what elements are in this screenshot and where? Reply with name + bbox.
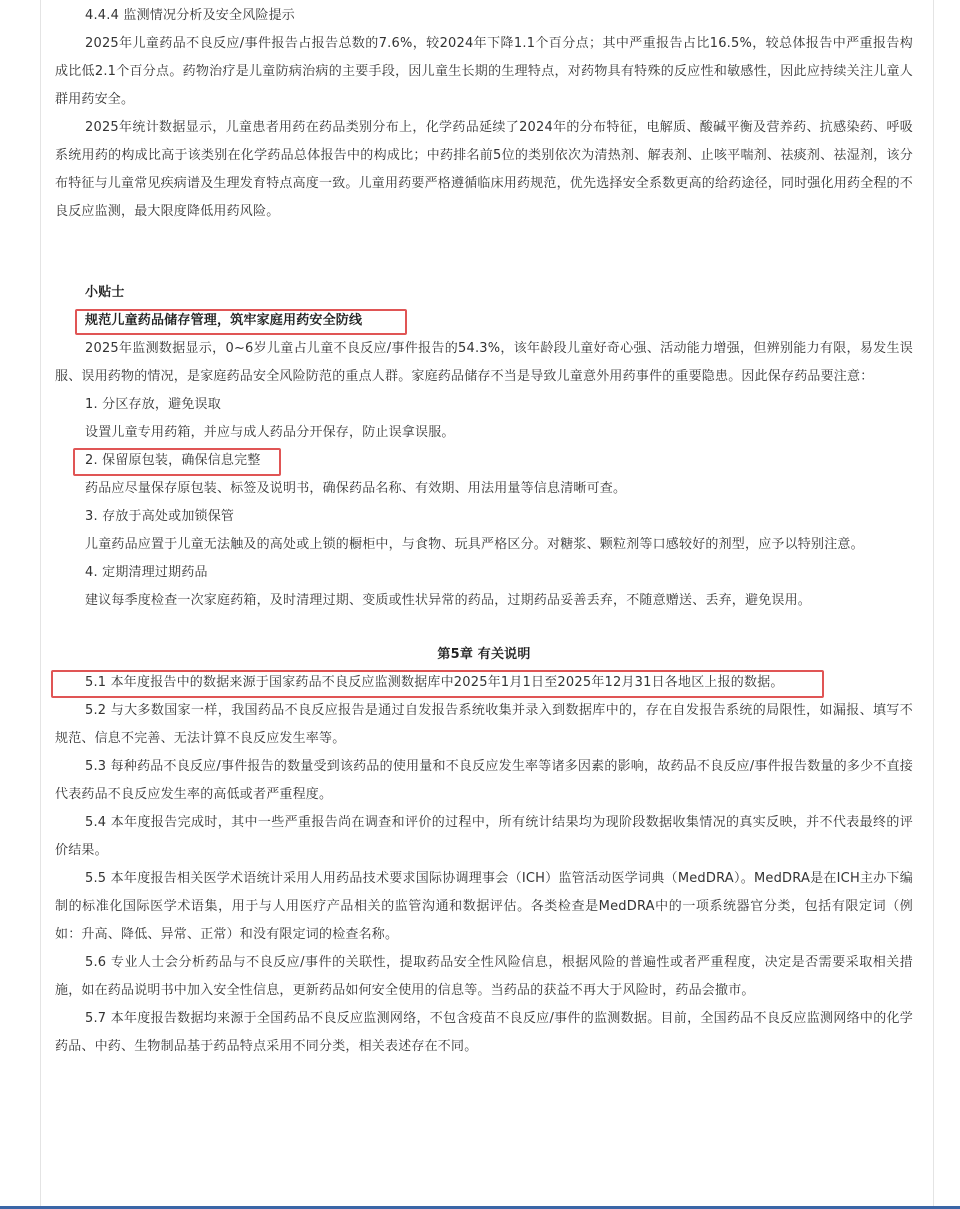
tips-item-heading-text: 2. 保留原包装，确保信息完整 [85, 453, 261, 468]
tips-item-body: 建议每季度检查一次家庭药箱，及时清理过期、变质或性状异常的药品，过期药品妥善丢弃，不随意赠送、丢弃，避免误用。 [85, 593, 812, 608]
highlight-box [73, 448, 281, 476]
tips-title-text: 规范儿童药品储存管理，筑牢家庭用药安全防线 [85, 313, 363, 328]
tips-title [55, 307, 913, 335]
section-heading: 4.4.4 监测情况分析及安全风险提示 [85, 8, 296, 23]
highlight-box [51, 670, 824, 698]
chapter-item-text: 5.1 本年度报告中的数据来源于国家药品不良反应监测数据库中2025年1月1日至2025年12月31日各地区上报的数据。 [85, 675, 784, 690]
paragraph: 2025年儿童药品不良反应/事件报告占报告总数的7.6%，较2024年下降1.1个百分点；其中严重报告占比16.5%，较总体报告中严重报告构成比低2.1个百分点。药物治疗是儿童防病治病的主要手段，因儿童生长期的生理特点，对药物具有特殊的反应性和敏感性，因此应持续关注儿童人群用药安全。 [55, 36, 913, 107]
highlight-box [75, 309, 407, 335]
chapter-item: 5.7 本年度报告数据均来源于全国药品不良反应监测网络，不包含疫苗不良反应/事件的监测数据。目前，全国药品不良反应监测网络中的化学药品、中药、生物制品基于药品特点采用不同分类，相关表述存在不同。 [55, 1011, 913, 1054]
chapter-item [55, 669, 913, 697]
paragraph: 2025年监测数据显示，0~6岁儿童占儿童不良反应/事件报告的54.3%，该年龄段儿童好奇心强、活动能力增强，但辨别能力有限，易发生误服、误用药物的情况，是家庭药品安全风险防范的重点人群。家庭药品储存不当是导致儿童意外用药事件的重要隐患。因此保存药品要注意： [55, 341, 913, 384]
tips-item-heading [55, 447, 913, 475]
chapter-item: 5.4 本年度报告完成时，其中一些严重报告尚在调查和评价的过程中，所有统计结果均为现阶段数据收集情况的真实反映，并不代表最终的评价结果。 [55, 815, 913, 858]
chapter-item: 5.6 专业人士会分析药品与不良反应/事件的关联性，提取药品安全性风险信息，根据风险的普遍性或者严重程度，决定是否需要采取相关措施，如在药品说明书中加入安全性信息，更新药品如何安全使用的信息等。当药品的获益不再大于风险时，药品会撤市。 [55, 955, 913, 998]
document-body [55, 0, 913, 1061]
tips-item-body: 药品应尽量保存原包装、标签及说明书，确保药品名称、有效期、用法用量等信息清晰可查。 [85, 481, 627, 496]
document-page [40, 0, 934, 1209]
tips-item-body: 儿童药品应置于儿童无法触及的高处或上锁的橱柜中，与食物、玩具严格区分。对糖浆、颗粒剂等口感较好的剂型，应予以特别注意。 [85, 537, 864, 552]
tips-item-heading: 3. 存放于高处或加锁保管 [85, 509, 235, 524]
chapter-item: 5.5 本年度报告相关医学术语统计采用人用药品技术要求国际协调理事会（ICH）监管活动医学词典（MedDRA）。MedDRA是在ICH主办下编制的标准化国际医学术语集，用于与人用医疗产品相关的监管沟通和数据评估。各类检查是MedDRA中的一项系统器官分类，包括有限定词（例如：升高、降低、异常、正常）和没有限定词的检查名称。 [55, 871, 913, 942]
tips-item-heading: 1. 分区存放，避免误取 [85, 397, 221, 412]
paragraph: 2025年统计数据显示，儿童患者用药在药品类别分布上，化学药品延续了2024年的分布特征，电解质、酸碱平衡及营养药、抗感染药、呼吸系统用药的构成比高于该类别在化学药品总体报告中的构成比；中药排名前5位的类别依次为清热剂、解表剂、止咳平喘剂、祛痰剂、祛湿剂，该分布特征与儿童常见疾病谱及生理发育特点高度一致。儿童用药要严格遵循临床用药规范，优先选择安全系数更高的给药途径，同时强化用药全程的不良反应监测，最大限度降低用药风险。 [55, 120, 914, 219]
chapter-item: 5.2 与大多数国家一样，我国药品不良反应报告是通过自发报告系统收集并录入到数据库中的，存在自发报告系统的局限性，如漏报、填写不规范、信息不完善、无法计算不良反应发生率等。 [55, 703, 913, 746]
tips-label: 小贴士 [85, 285, 125, 300]
chapter-item: 5.3 每种药品不良反应/事件报告的数量受到该药品的使用量和不良反应发生率等诸多因素的影响，故药品不良反应/事件报告数量的多少不直接代表药品不良反应发生率的高低或者严重程度。 [55, 759, 913, 802]
tips-item-heading: 4. 定期清理过期药品 [85, 565, 208, 580]
tips-item-body: 设置儿童专用药箱，并应与成人药品分开保存，防止误拿误服。 [85, 425, 455, 440]
chapter-title: 第5章 有关说明 [437, 647, 531, 662]
